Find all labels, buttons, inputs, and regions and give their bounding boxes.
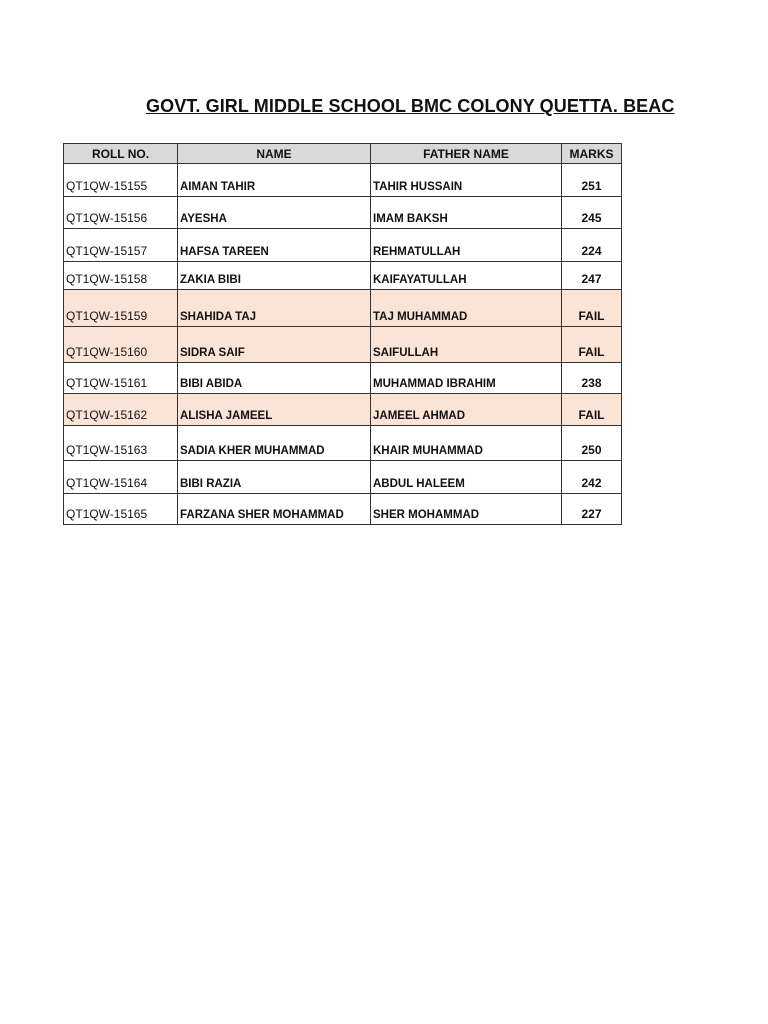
name-cell: BIBI ABIDA	[178, 363, 371, 394]
roll-cell: QT1QW-15160	[64, 327, 178, 363]
roll-cell: QT1QW-15161	[64, 363, 178, 394]
table-row	[64, 290, 622, 327]
name-cell: ALISHA JAMEEL	[178, 394, 371, 426]
name-cell: ZAKIA BIBI	[178, 262, 371, 290]
name-cell: AYESHA	[178, 197, 371, 229]
header-father-name: FATHER NAME	[371, 144, 562, 164]
page-title: GOVT. GIRL MIDDLE SCHOOL BMC COLONY QUETTA. BEAC	[146, 96, 675, 116]
table-row	[64, 262, 622, 290]
name-cell: AIMAN TAHIR	[178, 164, 371, 197]
title-area	[64, 96, 675, 126]
name-cell: BIBI RAZIA	[178, 461, 371, 494]
father-name-cell: JAMEEL AHMAD	[371, 394, 562, 426]
roll-cell: QT1QW-15157	[64, 229, 178, 262]
marks-cell: 224	[562, 229, 622, 262]
father-name-cell: TAHIR HUSSAIN	[371, 164, 562, 197]
table-row	[64, 426, 622, 461]
name-cell: FARZANA SHER MOHAMMAD	[178, 494, 371, 525]
roll-cell: QT1QW-15156	[64, 197, 178, 229]
table-row	[64, 363, 622, 394]
name-cell: SADIA KHER MUHAMMAD	[178, 426, 371, 461]
name-cell: SIDRA SAIF	[178, 327, 371, 363]
father-name-cell: KAIFAYATULLAH	[371, 262, 562, 290]
father-name-cell: SAIFULLAH	[371, 327, 562, 363]
marks-cell: FAIL	[562, 327, 622, 363]
roll-cell: QT1QW-15165	[64, 494, 178, 525]
header-name: NAME	[178, 144, 371, 164]
father-name-cell: TAJ MUHAMMAD	[371, 290, 562, 327]
header-roll-no: ROLL NO.	[64, 144, 178, 164]
marks-cell: FAIL	[562, 394, 622, 426]
father-name-cell: MUHAMMAD IBRAHIM	[371, 363, 562, 394]
roll-cell: QT1QW-15162	[64, 394, 178, 426]
father-name-cell: ABDUL HALEEM	[371, 461, 562, 494]
marks-cell: FAIL	[562, 290, 622, 327]
father-name-cell: IMAM BAKSH	[371, 197, 562, 229]
table-row	[64, 229, 622, 262]
table-row	[64, 164, 622, 197]
table-row	[64, 327, 622, 363]
header-row	[64, 144, 622, 164]
roll-cell: QT1QW-15163	[64, 426, 178, 461]
roll-cell: QT1QW-15155	[64, 164, 178, 197]
marks-cell: 250	[562, 426, 622, 461]
roll-cell: QT1QW-15159	[64, 290, 178, 327]
father-name-cell: REHMATULLAH	[371, 229, 562, 262]
table-row	[64, 197, 622, 229]
header-marks: MARKS	[562, 144, 622, 164]
table-row	[64, 494, 622, 525]
table-row	[64, 394, 622, 426]
marks-cell: 247	[562, 262, 622, 290]
marks-cell: 251	[562, 164, 622, 197]
father-name-cell: KHAIR MUHAMMAD	[371, 426, 562, 461]
table-row	[64, 461, 622, 494]
marks-cell: 245	[562, 197, 622, 229]
roll-cell: QT1QW-15164	[64, 461, 178, 494]
father-name-cell: SHER MOHAMMAD	[371, 494, 562, 525]
marks-cell: 238	[562, 363, 622, 394]
results-table	[63, 143, 622, 525]
name-cell: SHAHIDA TAJ	[178, 290, 371, 327]
marks-cell: 242	[562, 461, 622, 494]
marks-cell: 227	[562, 494, 622, 525]
roll-cell: QT1QW-15158	[64, 262, 178, 290]
name-cell: HAFSA TAREEN	[178, 229, 371, 262]
